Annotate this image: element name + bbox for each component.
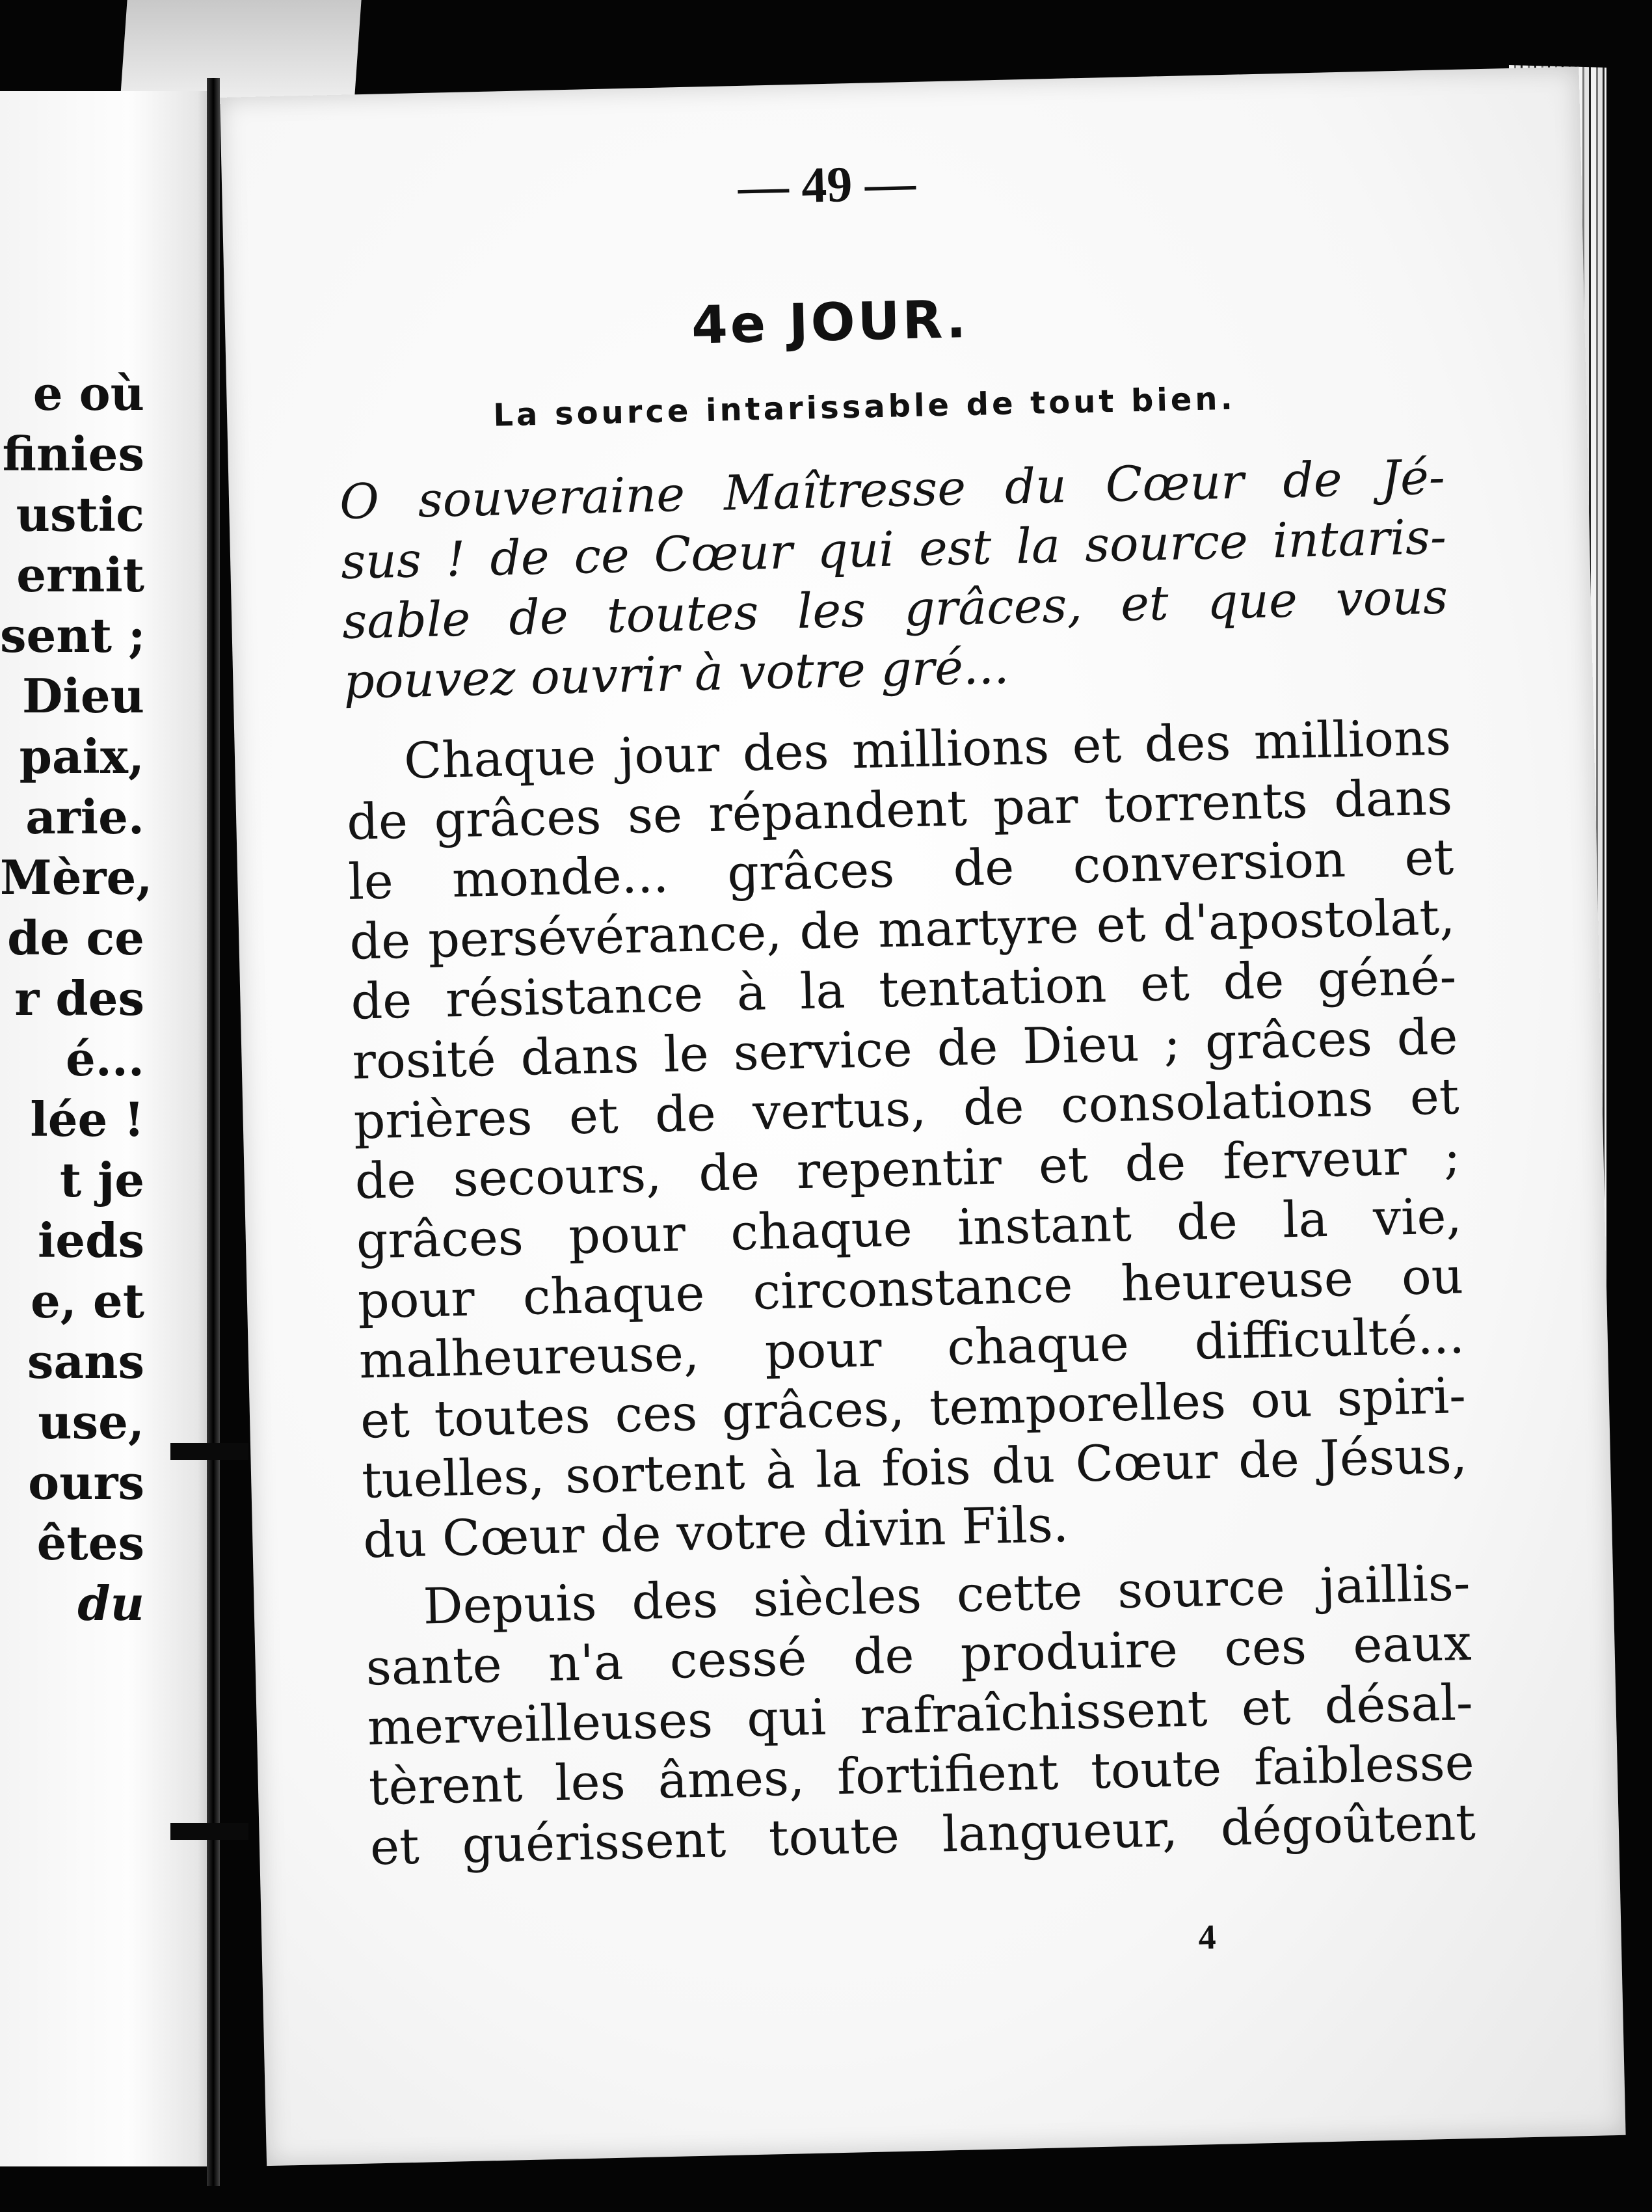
binding-tab [170,1443,248,1460]
cover-flap [120,0,361,104]
book-spine [207,78,220,2186]
text-line: rosité dans le service de Dieu ; grâces de [351,1007,1459,1090]
day-title: 4e JOUR. [691,288,970,356]
text-line: tuelles, sortent à la fois du Cœur de Jésus, [361,1426,1468,1509]
text-line: O souveraine Maîtresse du Cœur de Jé- [339,449,1446,530]
text-line: sante n'a cessé de produire ces eaux [365,1613,1472,1697]
text-line: Chaque jour des millions et des millions [403,708,1452,790]
binding-tab [170,1823,248,1840]
left-line: arie. [25,789,144,844]
left-line: êtes [36,1515,144,1571]
left-line: é... [65,1031,144,1086]
right-page [220,67,1626,2166]
text-line: de grâces se répandent par torrents dans [346,768,1453,851]
left-line: e, et [30,1273,144,1329]
text-line: sable de toutes les grâces, et que vous [341,569,1448,650]
prayer-paragraph [339,447,1450,711]
left-line: lée ! [30,1092,144,1147]
text-line: de persévérance, de martyre et d'apostolat, [349,887,1456,971]
text-line: de résistance à la tentation et de géné- [350,947,1458,1031]
left-line: sent ; [0,608,146,663]
text-line: pouvez ouvrir à votre gré... [343,638,1010,710]
left-line: sans [27,1334,144,1389]
left-line: du [77,1576,144,1631]
left-line: t je [59,1152,144,1207]
left-line: r des [14,971,144,1026]
left-line: de ce [7,910,144,965]
left-line: use, [38,1394,144,1450]
left-line: finies [2,426,144,481]
signature-mark: 4 [1197,1917,1217,1957]
text-line: du Cœur de votre divin Fils. [362,1494,1069,1569]
body-paragraph [345,707,1469,1570]
text-line: prières et de vertus, de consolations et [353,1067,1460,1150]
subtitle: La source intarissable de tout bien. [492,380,1236,434]
left-page-text [0,363,153,1634]
left-line: e où [33,366,144,421]
text-line: Depuis des siècles cette source jaillis- [422,1553,1471,1636]
text-line: grâces pour chaque instant de la vie, [355,1187,1463,1270]
page-number: — 49 — [737,154,916,215]
left-line: ieds [37,1213,144,1268]
text-line: merveilleuses qui rafraîchissent et désal- [366,1673,1474,1757]
text-line: de secours, de repentir et de ferveur ; [354,1127,1461,1210]
left-line: ours [28,1455,144,1510]
text-line: malheureuse, pour chaque difficulté... [358,1306,1465,1390]
text-line: pour chaque circonstance heureuse ou [356,1247,1464,1330]
left-line: ustic [16,487,144,542]
text-line: et guérissent toute langueur, dégoûtent [369,1792,1476,1876]
body-paragraph [364,1553,1476,1877]
text-line: le monde... grâces de conversion et [347,828,1454,911]
text-line: et toutes ces grâces, temporelles ou spiri- [360,1366,1467,1450]
left-line: ernit [16,547,144,602]
left-line: paix, [19,729,144,784]
left-line: Dieu [22,668,144,723]
text-line: tèrent les âmes, fortifient toute faiblesse [367,1733,1475,1816]
text-line: sus ! de ce Cœur qui est la source intaris- [340,509,1447,590]
left-line: Mère, [0,850,153,905]
